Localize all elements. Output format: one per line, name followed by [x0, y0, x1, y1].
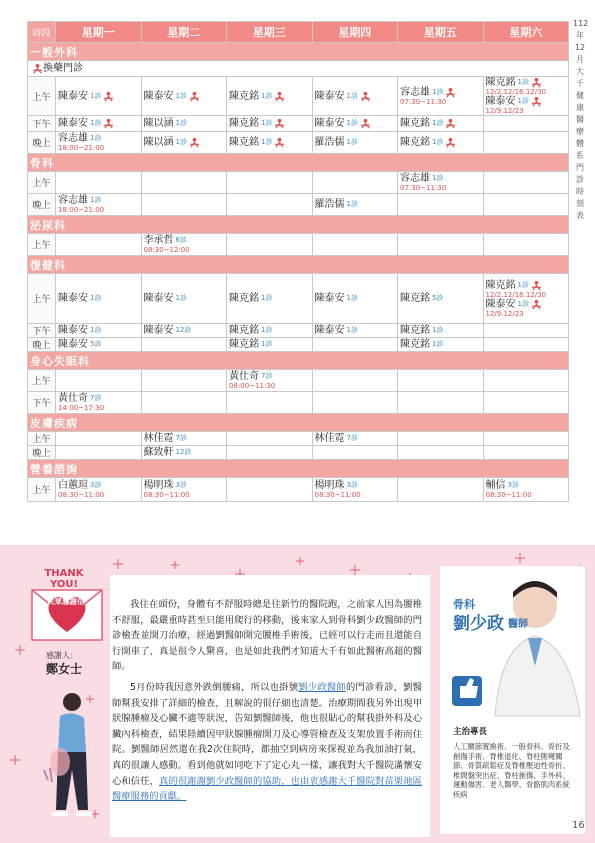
surgeon-icon: [531, 96, 542, 107]
rehab-am-row: 上午 陳泰安 1診 陳泰安 1診 陳克銘 1診 陳泰安 1診 陳克銘 5診 陳克銘 1診 12/2.12/16.12/30 陳泰安 1診 12/9.12/23: [28, 274, 569, 324]
dept-general-surgery: 一般外科: [28, 43, 569, 61]
gen-am-tue: 陳泰安 1診: [141, 77, 227, 116]
surgeon-icon: [531, 280, 542, 291]
psych-am-row: 上午 黃仕奇 7診 08:00~11:30: [28, 370, 569, 392]
doctor-name: 劉少政: [453, 614, 504, 634]
surgeon-icon: [189, 91, 200, 102]
surgeon-icon: [274, 91, 285, 102]
header-sat: 星期六: [483, 22, 569, 43]
surgeon-icon: [360, 91, 371, 102]
doctor-department: 骨科: [453, 598, 475, 611]
psych-pm-row: 下午 黃仕奇 7診 14:00~17:30: [28, 392, 569, 414]
dept-dermatology: 皮膚疾病: [28, 414, 569, 432]
gen-am-mon: 陳泰安 1診: [56, 77, 142, 116]
heart-label: 民眾感謝信: [47, 597, 85, 606]
surgeon-icon: [32, 63, 43, 74]
surgeon-icon: [445, 137, 456, 148]
derm-am-row: 上午 林佳霓 7診 林佳霓 7診: [28, 432, 569, 446]
thanker-name: 鄭女士: [46, 662, 83, 676]
specialty-text: 人工關節置換術、一般骨科、骨折及創傷手術、脊椎退化、脊柱側彎關節、骨質疏鬆症及脊椎壓迫性骨折、椎間盤突出症、脊柱創傷、手外科、運動傷害、老人醫學、骨骼肌肉系統疾病: [453, 742, 570, 799]
schedule-header-row: [28, 22, 569, 43]
gen-am-wed: 陳克銘 1診: [227, 77, 313, 116]
header-slot: 時段: [28, 22, 56, 43]
surgeon-icon: [274, 118, 285, 129]
header-tue: 星期二: [141, 22, 227, 43]
letter-paragraph-2: 5月份時我因意外跌倒腰痛，所以也掛號劉少政醫師的門診看診，劉醫師幫我安排了詳細的檢查，且解說的很仔細也清楚。治療期間我另外出現甲狀腺腫瘤及心臟不適等狀況，告知劉醫師後，他也很貼心的幫我掛外科及心臟內科檢查，結果陸續因甲狀腺腫瘤開刀及心導管檢查及支架放置手術而住院。劉醫師居然還在我2次住院時，都抽空到病房來探視並為我加油打氣，真的很讓人感動。看到他就如同吃下了定心丸一樣，讓我對大千醫院滿懷安心和信任，真的很謝謝劉少政醫師的協助，也由衷感謝大千醫院對苗栗地區醫療服務的貢獻。: [112, 681, 422, 803]
letter-paragraph-1: 我住在頭份，身體有不舒服時總是往新竹的醫院跑，之前家人因為腰椎不舒服，最嚴重時甚至只能用爬行的移動，後來家人到骨科劉少政醫師的門診檢查並開刀治療，經過劉醫師開完腰椎手術後，已經可以行走而且還能自行開車了，真是很令人驚喜，也是如此我們才知道大千有如此醫術高超的醫師。: [112, 599, 422, 673]
surgeon-icon: [445, 118, 456, 129]
surgeon-icon: [189, 137, 200, 148]
rehab-pm-row: 下午 陳泰安 1診 陳泰安 12診 陳克銘 1診 陳泰安 1診 陳克銘 1診: [28, 324, 569, 338]
derm-eve-row: 晚上 蘇致軒 12診: [28, 446, 569, 460]
dept-psychiatry: 身心失眠科: [28, 352, 569, 370]
rehab-eve-row: 晚上 陳泰安 5診 陳克銘 1診 陳克銘 1診: [28, 338, 569, 352]
doctor-title: 醫師: [508, 619, 528, 630]
thank-you-title: THANK YOU!: [44, 568, 84, 590]
dept-urology: 泌尿科: [28, 216, 569, 234]
ortho-am-row: 上午 容志雄 1診 07:30~11:30: [28, 172, 569, 194]
surgeon-icon: [531, 299, 542, 310]
thanker-label: 感謝人：: [46, 651, 78, 660]
letter-body: [112, 597, 422, 810]
specialty-heading: 主治專長: [453, 727, 488, 737]
surgeon-icon: [531, 77, 542, 88]
dept-nutrition: 營養諮詢: [28, 460, 569, 478]
dept-rehabilitation: 復健科: [28, 256, 569, 274]
surgeon-icon: [103, 91, 114, 102]
clinic-schedule-table: [27, 21, 569, 502]
nutri-am-row: 上午 白蕙瑄 3診 08:30~11:00 楊明珠 3診 08:30~11:00 楊明珠 3診 08:30~11:00 輔信 3診 08:30~11:00: [28, 478, 569, 502]
uro-am-row: 上午 李承哲 6診 08:30~12:00: [28, 234, 569, 256]
gen-am-fri: 容志雄 1診 07:30~11:30: [398, 77, 484, 116]
gen-am-thu: 陳泰安 1診: [312, 77, 398, 116]
header-fri: 星期五: [398, 22, 484, 43]
surgeon-icon: [445, 87, 456, 98]
ortho-eve-row: 晚上 容志雄 1診 18:00~21:00 羅浩儒 1診: [28, 194, 569, 216]
gen-eve-row: 晚上 容志雄 1診 18:00~21:00 陳以涵 1診 陳克銘 1診 羅浩儒 1診 陳克銘 1診: [28, 132, 569, 154]
dept-orthopedics: 骨科: [28, 154, 569, 172]
patient-illustration: [38, 690, 108, 830]
header-wed: 星期三: [227, 22, 313, 43]
side-title: 112年12月大千健康醫療體系門診時刻表: [573, 19, 589, 220]
clinic-dressing: 換藥門診: [28, 61, 569, 77]
surgeon-icon: [360, 118, 371, 129]
surgeon-icon: [103, 118, 114, 129]
header-mon: 星期一: [56, 22, 142, 43]
header-thu: 星期四: [312, 22, 398, 43]
page-number: 16: [572, 820, 585, 831]
gen-pm-row: 下午 陳泰安 1診 陳以涵 1診 陳克銘 1診 陳泰安 1診 陳克銘 1診: [28, 116, 569, 132]
gen-am-sat: 陳克銘 1診 12/2.12/16.12/30 陳泰安 1診 12/9.12/23: [483, 77, 569, 116]
surgeon-icon: [274, 137, 285, 148]
gen-am-row: 上午 陳泰安 1診 陳泰安 1診 陳克銘 1診 陳泰安 1診 容志雄 1診 07:30~11:30 陳克銘 1診 12/2.12/16.12/30 陳泰安 1診 12/9.12/23: [28, 77, 569, 116]
